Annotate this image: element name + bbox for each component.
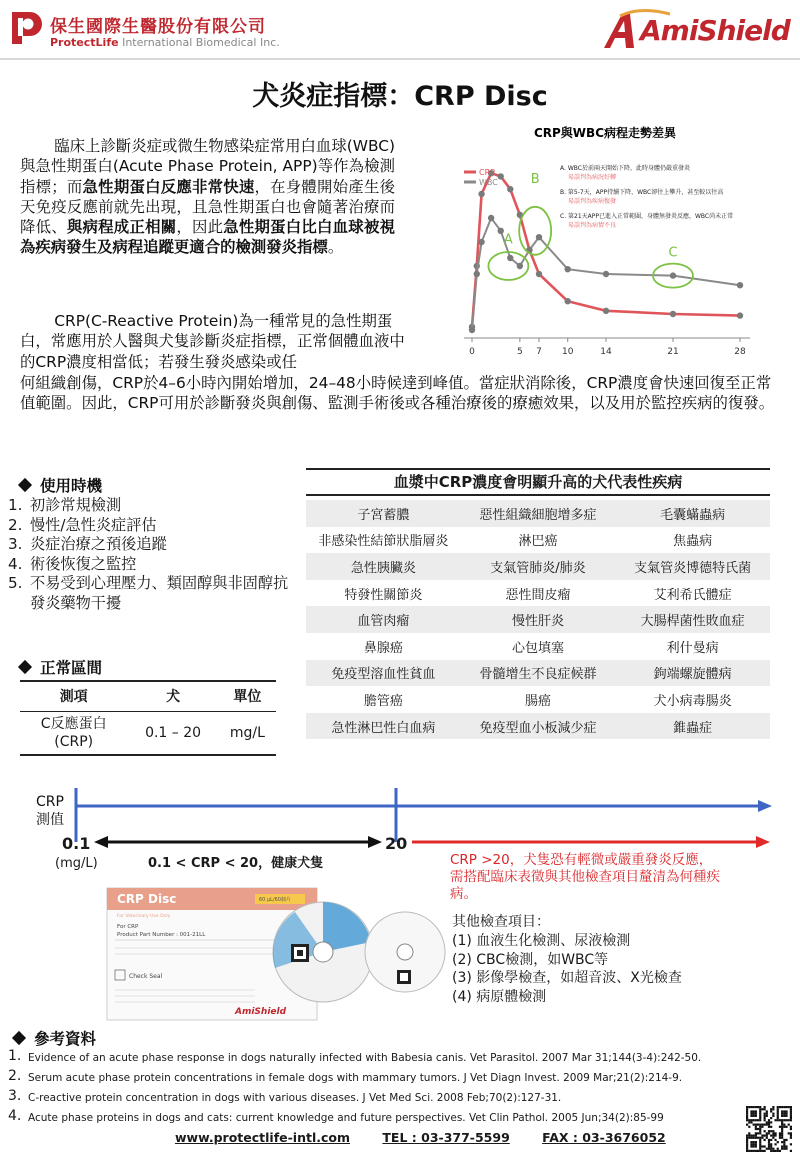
other-test-item: (4) 病原體檢測 [452, 988, 547, 1005]
disease-cell: 血管肉瘤 [306, 606, 461, 633]
usage-item [8, 516, 298, 536]
other-test-item: (1) 血液生化檢測、尿液檢測 [452, 933, 631, 949]
legend-label: WBC [479, 178, 498, 187]
range-header-item: 測項 [20, 681, 127, 711]
reference-number: 1. [8, 1048, 22, 1064]
disease-table [306, 500, 770, 739]
data-point-crp [737, 312, 743, 318]
page-title: 犬炎症指標：CRP Disc [252, 81, 548, 112]
data-point-crp [670, 311, 676, 317]
disease-cell: 支氣管肺炎/肺炎 [461, 553, 616, 580]
crp-wbc-chart [420, 124, 790, 364]
qr-code-icon[interactable] [746, 1106, 792, 1152]
intro-paragraph-2: CRP(C-Reactive Protein)為一種常見的急性期蛋白，常應用於人醫與犬隻診斷炎症指標，正常個體血液中的CRP濃度相當低；若發生發炎感染或任 [20, 312, 405, 371]
intro-paragraph-1: 臨床上診斷炎症或微生物感染症常用白血球(WBC)與急性期蛋白(Acute Phase Protein, APP)等作為檢測指標；而急性期蛋白反應非常快速，在身體開始產生後天免疫反應前就先出現，且急性期蛋白也會隨著治療而降低、與病程成正相關，因此急性期蛋白比白血球被視為疾病發生及病程追蹤更適合的檢測發炎指標。 [20, 137, 395, 257]
disease-cell: 惡性組織細胞增多症 [461, 500, 616, 527]
disease-cell: 膽管癌 [363, 693, 403, 709]
disease-cell: 鉤端螺旋體病 [615, 660, 770, 687]
product-photo [105, 886, 455, 1026]
data-point-wbc [603, 271, 609, 277]
x-tick-label: 0 [469, 347, 475, 357]
box-title: CRP Disc [117, 892, 177, 906]
references-heading: 參考資料 [8, 1027, 96, 1049]
data-point-wbc [507, 255, 513, 261]
usage-item [8, 496, 298, 516]
disease-cell: 免疫型血小板減少症 [461, 713, 616, 740]
chart-note-sub: 易誤判為病況好轉 [568, 174, 617, 181]
usage-heading: 使用時機 [14, 474, 102, 496]
data-point-wbc [478, 239, 484, 245]
disease-cell: 免疫型溶血性貧血 [306, 660, 461, 687]
highlight-label: B [530, 171, 540, 187]
reference-text: Acute phase proteins in dogs and cats: current knowledge and future perspectives. Vet Clin Pathol. 2005 Jun;34(2):85-99 [28, 1112, 664, 1124]
company-name-en: ProtectLife International Biomedical Inc. [50, 36, 280, 49]
disease-cell: 腸癌 [524, 693, 551, 709]
normal-range-heading: 正常區間 [14, 656, 102, 678]
scale-right-arrow-icon [756, 836, 770, 848]
data-point-crp [536, 271, 542, 277]
chart-note: A. WBC於前兩天開始下降，此時身體仍嚴重發炎 [560, 165, 690, 172]
reference-number: 2. [8, 1068, 22, 1084]
chart-note-sub: 易誤判為疾病復發 [568, 198, 617, 205]
chart-note-sub: 易誤判為病情不良 [568, 222, 617, 229]
disease-cell: 非感染性結節狀脂層炎 [318, 534, 449, 550]
scale-warning-text: CRP >20，犬隻恐有輕微或嚴重發炎反應，需搭配臨床表徵與其他檢查項目釐清為何種疾病。 [450, 852, 720, 902]
scale-low-value: 0.1 [62, 834, 91, 853]
diamond-bullet-icon [18, 660, 32, 674]
disease-cell: 急性胰臟炎 [306, 553, 461, 580]
header-divider [0, 58, 800, 60]
data-point-wbc [670, 272, 676, 278]
disease-cell: 大腸桿菌性敗血症 [615, 606, 770, 633]
disease-row [306, 633, 770, 660]
amishield-logo [600, 8, 796, 52]
disease-cell: 急性淋巴性白血病 [306, 713, 461, 740]
disease-row [306, 686, 770, 713]
disease-cell: 心包填塞 [511, 640, 564, 656]
protectlife-logo [8, 8, 44, 48]
disease-cell: 錐蟲症 [615, 713, 770, 740]
reference-number: 3. [8, 1088, 22, 1104]
disease-row [306, 553, 770, 580]
reference-text: Evidence of an acute phase response in dogs naturally infected with Babesia canis. Vet Parasitol. 2007 Mar 31;144(3-4):242-50. [28, 1052, 702, 1064]
usage-item-number: 4. [8, 554, 23, 573]
chart-title: CRP與WBC病程走勢差異 [533, 126, 677, 140]
x-tick-label: 10 [561, 347, 574, 357]
footer-website[interactable]: www.protectlife-intl.com [175, 1130, 351, 1145]
chart-note: B. 第5-7天，APP持續下降，WBC卻往上攀升，甚至較以往高 [560, 189, 724, 196]
chart-note: C. 第21天APP已進入正常範圍，身體無發炎反應，WBC尚未正常 [560, 213, 734, 220]
normal-range-table [20, 680, 276, 756]
x-tick-label: 7 [536, 347, 542, 357]
disease-cell: 淋巴癌 [518, 534, 558, 550]
data-point-wbc [488, 215, 494, 221]
reference-item [8, 1107, 768, 1127]
usage-item [8, 574, 298, 613]
disease-cell: 骨髓增生不良症候群 [461, 660, 616, 687]
range-cell-value: 0.1 – 20 [127, 711, 218, 755]
reference-item [8, 1047, 768, 1067]
series-line-crp [472, 173, 740, 327]
data-point-wbc [474, 271, 480, 277]
data-point-crp [507, 186, 513, 192]
highlight-label: C [668, 245, 678, 261]
range-header-dog: 犬 [127, 681, 218, 711]
scale-healthy-label: 0.1 < CRP < 20，健康犬隻 [148, 856, 324, 871]
range-header-unit: 單位 [219, 681, 276, 711]
scale-mid-arrow-icon [368, 836, 382, 848]
disease-cell: 特發性關節炎 [344, 587, 423, 603]
other-tests-list [452, 932, 682, 1006]
usage-item-text: 不易受到心理壓力、類固醇與非固醇抗發炎藥物干擾 [30, 574, 289, 612]
references-list [8, 1047, 768, 1127]
company-name-zh: 保生國際生醫股份有限公司 [50, 17, 266, 37]
disease-cell: 子宮蓄膿 [306, 500, 461, 527]
scale-top-arrow-icon [758, 800, 772, 812]
disease-row [306, 660, 770, 687]
intro-paragraph-3: 何組織創傷，CRP於4–6小時內開始增加，24–48小時候達到峰值。當症狀消除後，CRP濃度會快速回復至正常值範圍。因此，CRP可用於診斷發炎與創傷、監測手術後或各種治療後的療癒效果，以及用於監控疾病的復發。 [20, 374, 775, 413]
disease-row [306, 713, 770, 740]
footer-tel: TEL : 03-377-5599 [382, 1130, 510, 1145]
range-cell-item: C反應蛋白 (CRP) [20, 711, 127, 755]
usage-item-text: 慢性/急性炎症評估 [30, 515, 157, 534]
data-point-crp [498, 173, 504, 179]
other-test-item: (3) 影像學檢查，如超音波、X光檢查 [452, 970, 682, 986]
usage-item [8, 535, 298, 555]
reference-item [8, 1087, 768, 1107]
reference-number: 4. [8, 1108, 22, 1124]
box-badge: 60 μL/60個片 [259, 897, 291, 903]
diamond-bullet-icon [18, 478, 32, 492]
brand-name: AmiShield [640, 14, 790, 47]
box-use: For CRP [117, 924, 139, 930]
scale-high-value: 20 [385, 834, 408, 853]
data-point-crp [565, 298, 571, 304]
diamond-bullet-icon [12, 1031, 26, 1045]
usage-item [8, 555, 298, 575]
data-point-wbc [737, 282, 743, 288]
reference-text: Serum acute phase protein concentrations in female dogs with mammary tumors. J Vet Diagn Invest. 2009 Mar;21(2):214-9. [28, 1072, 683, 1084]
usage-item-text: 初診常規檢測 [30, 496, 122, 514]
x-tick-label: 5 [516, 347, 523, 357]
disease-cell: 慢性肝炎 [461, 606, 616, 633]
data-point-crp [478, 191, 484, 197]
disease-cell: 艾利希氏體症 [653, 587, 732, 603]
x-tick-label: 21 [667, 347, 679, 357]
reference-item [8, 1067, 768, 1087]
usage-item-number: 3. [8, 535, 23, 553]
disease-cell: 利什曼病 [666, 640, 719, 656]
box-part-number: Product Part Number : 001-21LL [117, 932, 206, 938]
highlight-label: A [503, 232, 513, 248]
data-point-crp [603, 308, 609, 314]
x-tick-label: 14 [600, 347, 612, 357]
scale-unit: (mg/L) [55, 856, 98, 871]
disease-row [306, 527, 770, 554]
footer-fax: FAX : 03-3676052 [542, 1130, 666, 1145]
x-tick-label: 28 [734, 347, 746, 357]
usage-item-number: 2. [8, 515, 23, 534]
disease-cell: 鼻腺癌 [363, 640, 403, 656]
data-point-wbc [469, 327, 475, 333]
scale-axis-label: CRP 測值 [36, 794, 64, 828]
disease-cell: 焦蟲病 [673, 534, 713, 550]
data-point-wbc [536, 234, 542, 240]
disease-cell: 犬小病毒腸炎 [653, 693, 732, 709]
usage-item-text: 炎症治療之預後追蹤 [30, 535, 167, 553]
disease-row [306, 606, 770, 633]
disease-cell: 惡性間皮瘤 [505, 587, 571, 603]
disease-cell: 毛囊蟎蟲病 [615, 500, 770, 527]
disease-row [306, 500, 770, 527]
data-point-wbc [517, 263, 523, 269]
box-check-seal: Check Seal [129, 973, 163, 980]
disease-cell: 支氣管炎博德特氏菌 [615, 553, 770, 580]
disease-row [306, 580, 770, 607]
footer [175, 1130, 694, 1145]
usage-item-number: 5. [8, 574, 23, 592]
usage-item-text: 術後恢復之監控 [30, 554, 137, 573]
other-test-item: (2) CBC檢測，如WBC等 [452, 951, 609, 968]
data-point-wbc [565, 266, 571, 272]
usage-item-number: 1. [8, 496, 23, 514]
box-subtitle: For Veterinary Use Only [117, 914, 171, 919]
range-cell-unit: mg/L [219, 711, 276, 755]
legend-label: CRP [479, 168, 495, 177]
disease-table-title: 血漿中CRP濃度會明顯升高的犬代表性疾病 [306, 468, 770, 496]
reference-text: C-reactive protein concentration in dogs with various diseases. J Vet Med Sci. 2008 Feb;70(2):127-31. [28, 1092, 562, 1104]
scale-left-arrow-icon [94, 836, 108, 848]
box-brand: AmiShield [235, 1007, 287, 1017]
other-tests-title: 其他檢查項目： [452, 914, 550, 930]
usage-list [8, 496, 298, 613]
